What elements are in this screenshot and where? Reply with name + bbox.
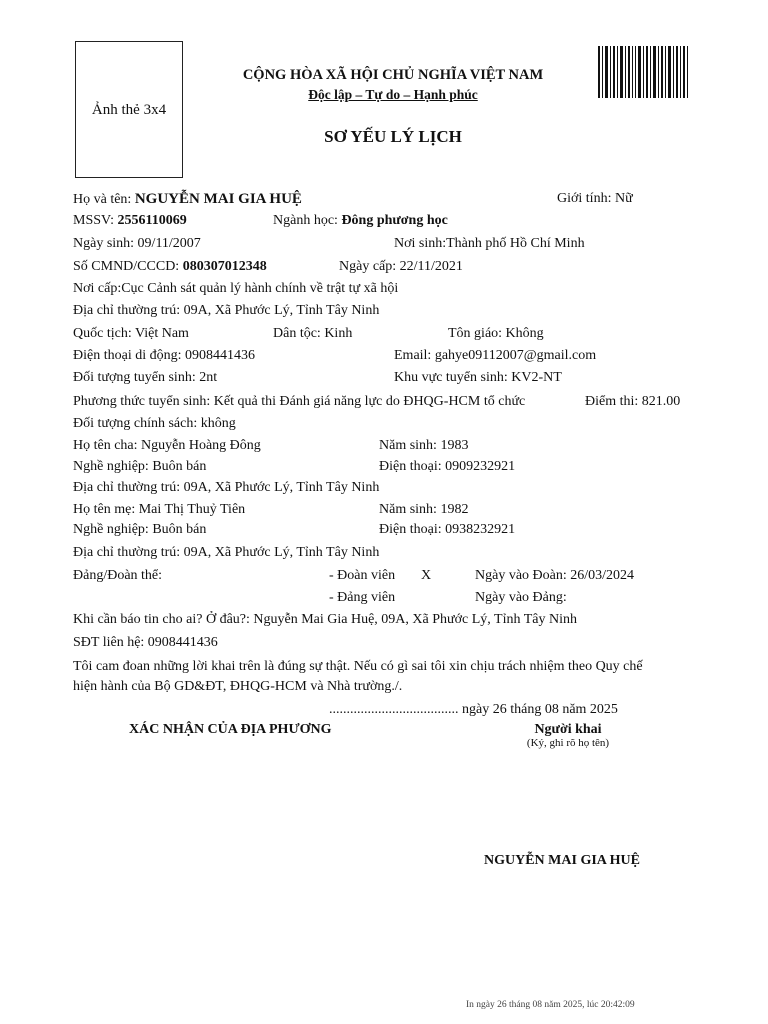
major-row: [273, 212, 448, 230]
party-label: Đảng/Đoàn thể:: [73, 568, 163, 583]
admission-method: Phương thức tuyển sinh: Kết quả thi Đánh giá năng lực do ĐHQG-HCM tổ chức: [73, 394, 526, 409]
youth-union: - Đoàn viên: [329, 568, 396, 583]
pob: Nơi sinh:Thành phố Hồ Chí Minh: [394, 236, 585, 251]
id-label: Số CMND/CCCD:: [73, 259, 180, 274]
exam-score: Điểm thi: 821.00: [585, 394, 681, 409]
mobile-phone: Điện thoại di động: 0908441436: [73, 348, 255, 363]
issue-place: Nơi cấp:Cục Cảnh sát quản lý hành chính về trật tự xã hội: [73, 281, 399, 296]
mother-address: Địa chỉ thường trú: 09A, Xã Phước Lý, Tỉnh Tây Ninh: [73, 545, 380, 560]
issue-date: Ngày cấp: 22/11/2021: [339, 259, 463, 274]
father-job: Nghề nghiệp: Buôn bán: [73, 459, 207, 474]
gender-label: Giới tính:: [557, 191, 612, 206]
dob: Ngày sinh: 09/11/2007: [73, 236, 201, 251]
id-value: 080307012348: [182, 259, 267, 274]
motto: Độc lập – Tự do – Hạnh phúc: [308, 87, 478, 102]
mother-job: Nghề nghiệp: Buôn bán: [73, 522, 207, 537]
declarant-note: (Ký, ghi rõ họ tên): [526, 737, 610, 749]
nationality: Quốc tịch: Việt Nam: [73, 326, 189, 341]
photo-placeholder: [75, 41, 183, 178]
emergency-contact: Khi cần báo tin cho ai? Ở đâu?: Nguyễn Mai Gia Huệ, 09A, Xã Phước Lý, Tỉnh Tây Ninh: [73, 612, 577, 627]
print-timestamp: In ngày 26 tháng 08 năm 2025, lúc 20:42:09: [466, 1000, 635, 1010]
father-name: Họ tên cha: Nguyễn Hoàng Đông: [73, 438, 261, 453]
student-address: Địa chỉ thường trú: 09A, Xã Phước Lý, Tỉnh Tây Ninh: [73, 303, 380, 318]
party-member: - Đảng viên: [329, 590, 396, 605]
ethnicity: Dân tộc: Kinh: [273, 326, 353, 341]
signature-date: ..................................... ngày 26 tháng 08 năm 2025: [329, 702, 618, 717]
name-row: [73, 190, 302, 209]
admission-group: Đối tượng tuyển sinh: 2nt: [73, 370, 218, 385]
admission-area: Khu vực tuyển sinh: KV2-NT: [394, 370, 562, 385]
mother-phone: Điện thoại: 0938232921: [379, 522, 516, 537]
declarant-label: Người khai: [534, 722, 602, 737]
name-label: Họ và tên:: [73, 192, 132, 207]
religion: Tôn giáo: Không: [448, 326, 544, 341]
mssv-row: [73, 212, 187, 230]
youth-union-date: Ngày vào Đoàn: 26/03/2024: [475, 568, 635, 583]
father-birth-year: Năm sinh: 1983: [379, 438, 469, 453]
declaration-line-1: Tôi cam đoan những lời khai trên là đúng sự thật. Nếu có gì sai tôi xin chịu trách nhiệm theo Quy chế: [73, 659, 643, 674]
page-title: SƠ YẾU LÝ LỊCH: [324, 127, 462, 146]
id-row: [73, 258, 267, 276]
country-name: CỘNG HÒA XÃ HỘI CHỦ NGHĨA VIỆT NAM: [242, 67, 544, 83]
major-label: Ngành học:: [273, 213, 338, 228]
email: Email: gahye09112007@gmail.com: [394, 348, 597, 363]
mssv-value: 2556110069: [117, 213, 187, 228]
youth-union-mark: X: [421, 568, 432, 583]
major-value: Đông phương học: [341, 213, 448, 228]
gender-value: Nữ: [614, 191, 633, 206]
party-date: Ngày vào Đảng:: [475, 590, 567, 605]
declaration-line-2: hiện hành của Bộ GD&ĐT, ĐHQG-HCM và Nhà trường./.: [73, 679, 403, 694]
local-confirmation: XÁC NHẬN CỦA ĐỊA PHƯƠNG: [129, 722, 332, 737]
photo-label: Ảnh thẻ 3x4: [91, 102, 167, 118]
policy-group: Đối tượng chính sách: không: [73, 416, 236, 431]
student-name: NGUYỄN MAI GIA HUỆ: [134, 191, 302, 207]
gender-row: [557, 190, 633, 208]
father-address: Địa chỉ thường trú: 09A, Xã Phước Lý, Tỉnh Tây Ninh: [73, 480, 380, 495]
mother-birth-year: Năm sinh: 1982: [379, 502, 469, 517]
declarant-name: NGUYỄN MAI GIA HUỆ: [484, 853, 640, 868]
contact-phone: SĐT liên hệ: 0908441436: [73, 635, 218, 650]
mother-name: Họ tên mẹ: Mai Thị Thuỷ Tiên: [73, 502, 246, 517]
barcode-icon: [598, 46, 688, 98]
mssv-label: MSSV:: [73, 213, 114, 228]
father-phone: Điện thoại: 0909232921: [379, 459, 516, 474]
